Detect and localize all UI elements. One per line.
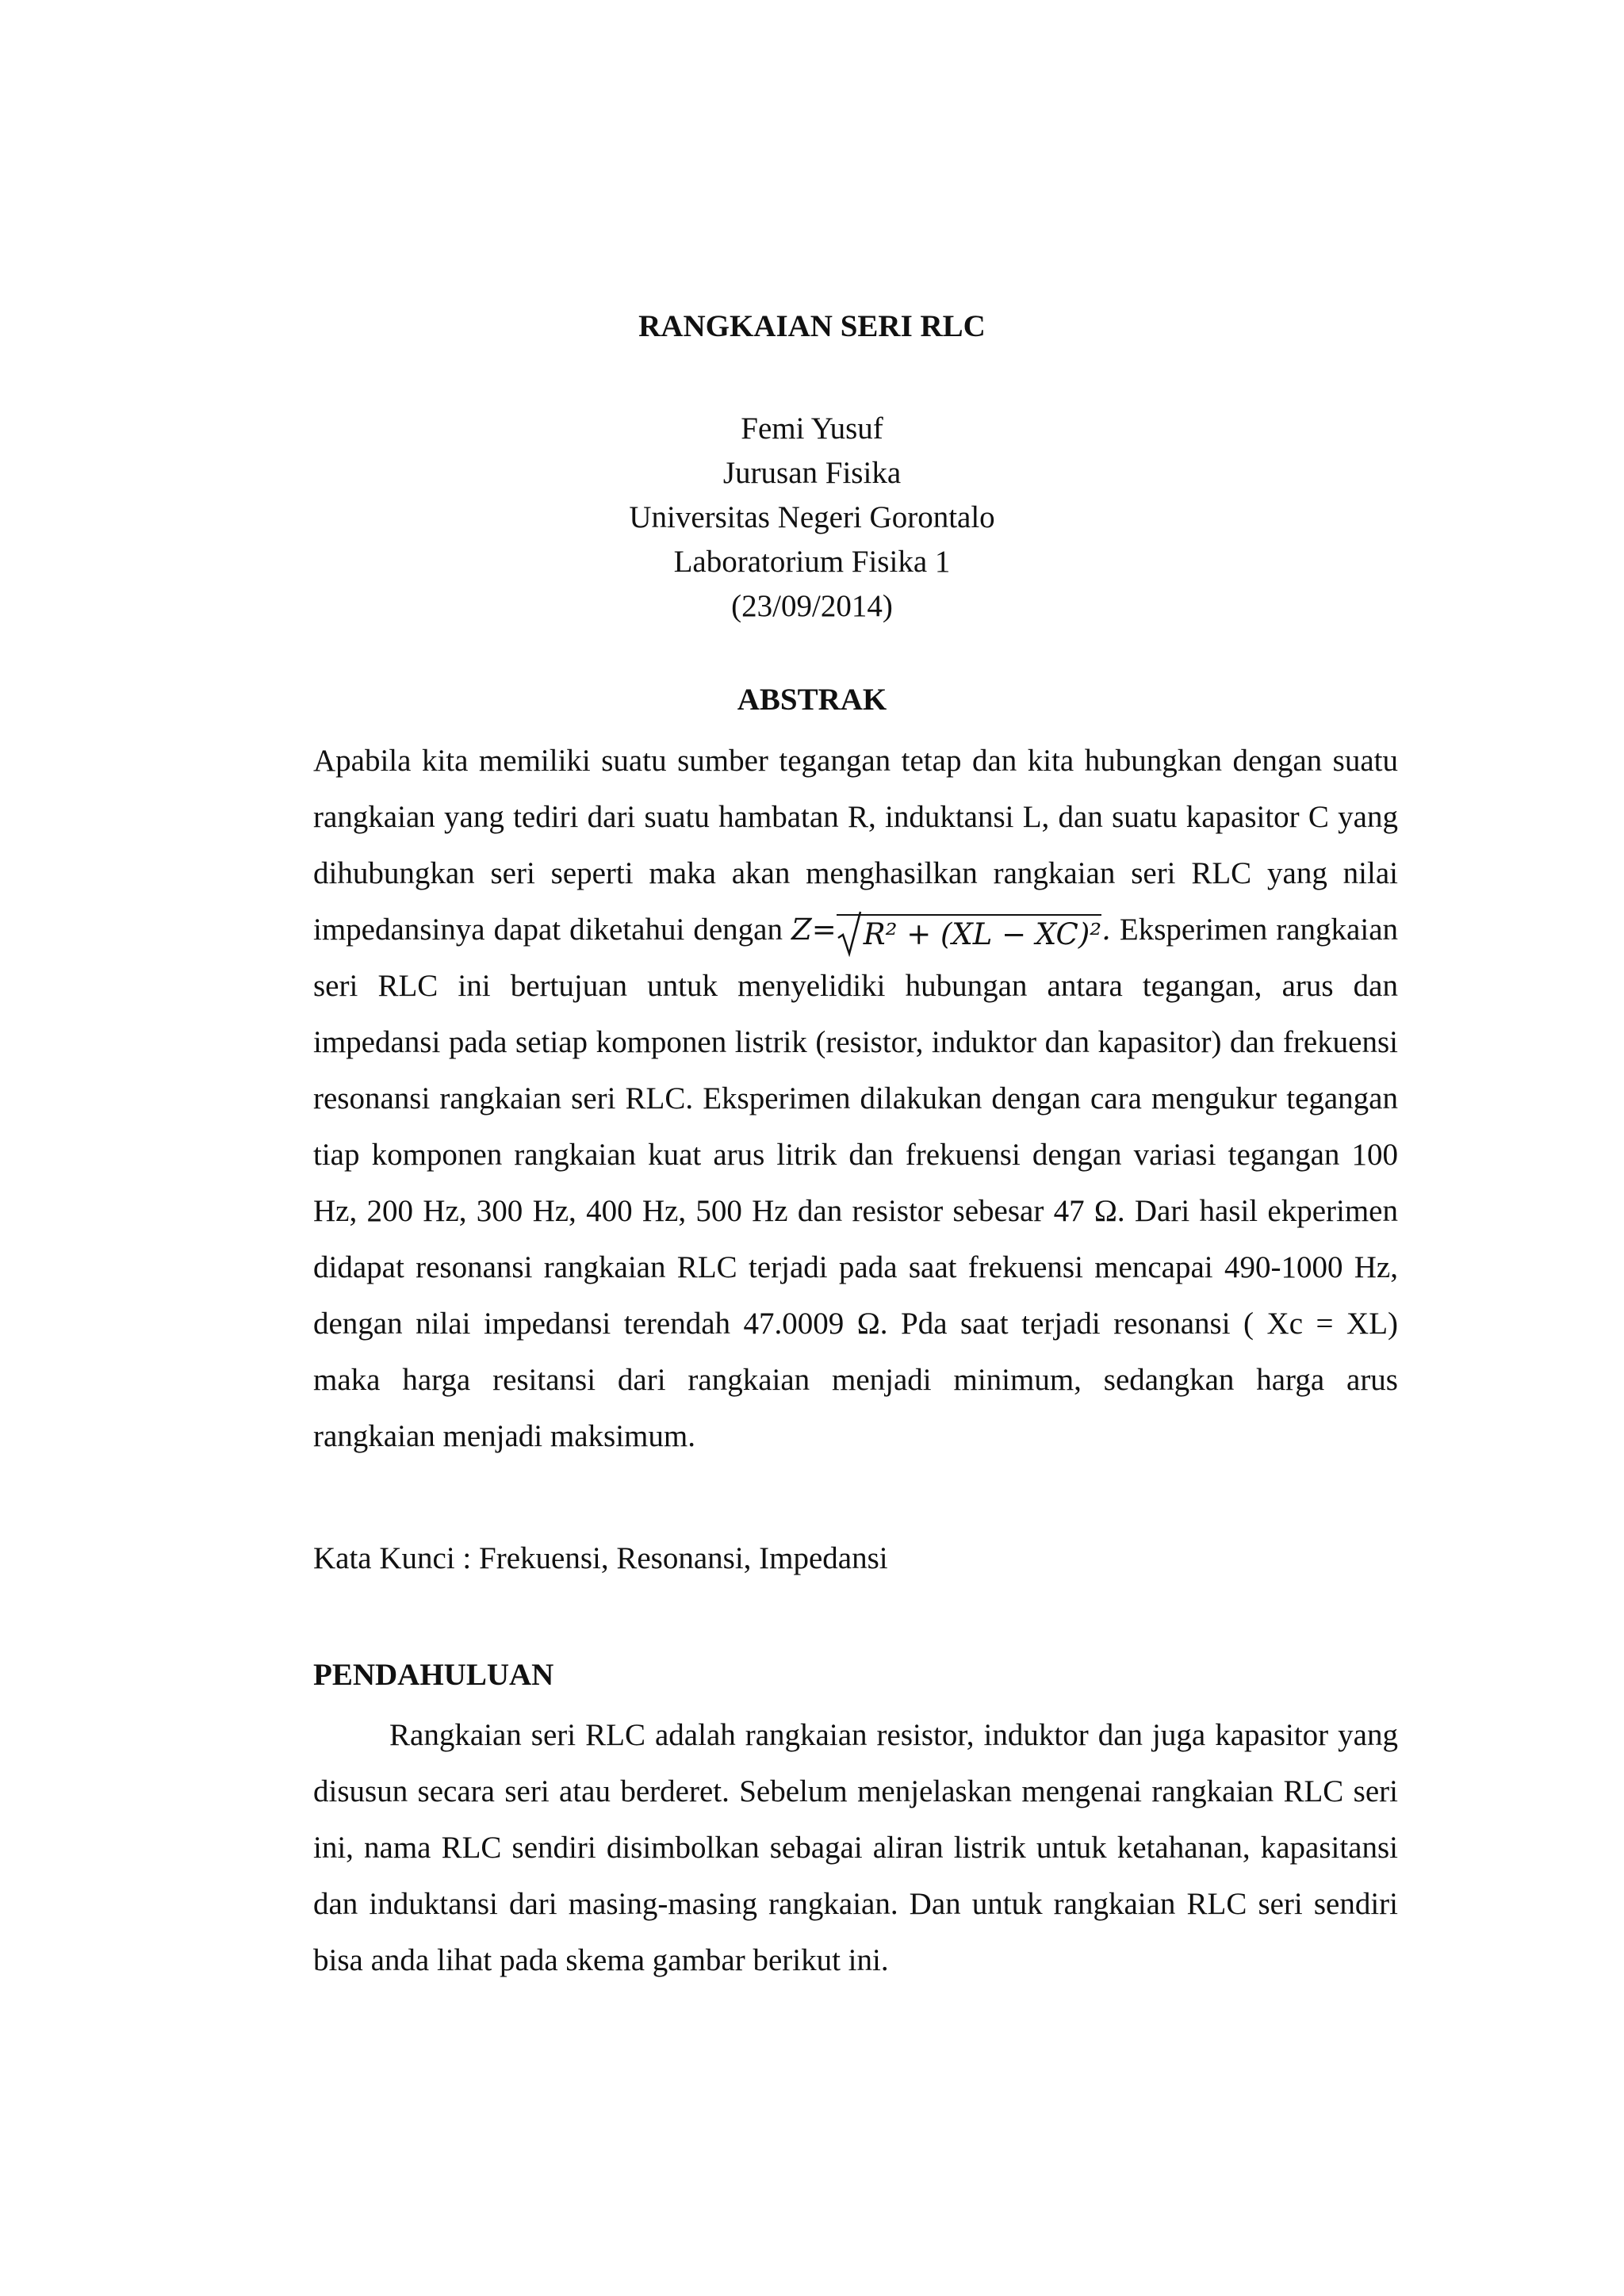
author-block [0, 407, 1624, 629]
abstract-paragraph [313, 733, 1398, 1464]
paper-date: (23/09/2014) [731, 589, 893, 623]
author-name: Femi Yusuf [741, 411, 883, 446]
introduction-heading: PENDAHULUAN [313, 1658, 554, 1692]
author-department: Jurusan Fisika [722, 456, 902, 490]
author-lab: Laboratorium Fisika 1 [673, 545, 951, 579]
keywords-line: Kata Kunci : Frekuensi, Resonansi, Impedansi [313, 1541, 888, 1575]
introduction-paragraph: Rangkaian seri RLC adalah rangkaian resistor, induktor dan juga kapasitor yang disusun secara seri atau berderet. Sebelum menjelaskan mengenai rangkaian RLC seri ini, nama RLC sendiri disimbolkan sebagai aliran listrik untuk ketahanan, kapasitansi dan induktansi dari masing-masing rangkaian. Dan untuk rangkaian RLC seri sendiri bisa anda lihat pada skema gambar berikut ini. [313, 1718, 1398, 1977]
author-university: Universitas Negeri Gorontalo [629, 500, 995, 534]
abstract-heading: ABSTRAK [737, 683, 887, 717]
abstract-text-part-1: Apabila kita memiliki suatu sumber tegangan tetap dan kita hubungkan dengan suatu rangkaian yang tediri dari suatu hambatan R, induktansi L, dan suatu kapasitor C yang dihubungkan seri seperti maka akan menghasilkan rangkaian seri RLC yang nilai impedansinya dapat diketahui dengan [313, 744, 1398, 947]
formula-suffix: . [1101, 913, 1111, 947]
sqrt-sign-icon [837, 911, 862, 957]
abstract-text-part-2: Eksperimen rangkaian seri RLC ini bertujuan untuk menyelidiki hubungan antara tegangan, arus dan impedansi pada setiap komponen listrik (resistor, induktor dan kapasitor) dan frekuensi resonansi rangkaian seri RLC. Eksperimen dilakukan dengan cara mengukur tegangan tiap komponen rangkaian kuat arus litrik dan frekuensi dengan variasi tegangan 100 Hz, 200 Hz, 300 Hz, 400 Hz, 500 Hz dan resistor sebesar 47 Ω. Dari hasil ekperimen didapat resonansi rangkaian RLC terjadi pada saat frekuensi mencapai 490-1000 Hz, dengan nilai impedansi terendah 47.0009 Ω. Pda saat terjadi resonansi ( Xc = XL) maka harga resitansi dari rangkaian menjadi minimum, sedangkan harga arus rangkaian menjadi maksimum. [313, 913, 1399, 1453]
formula-prefix: Z= [791, 913, 837, 947]
paper-title: RANGKAIAN SERI RLC [638, 309, 986, 343]
formula-sqrt [837, 914, 1101, 954]
formula-radicand: R² + (XL − XC)² [863, 917, 1102, 951]
impedance-formula [791, 913, 1111, 951]
